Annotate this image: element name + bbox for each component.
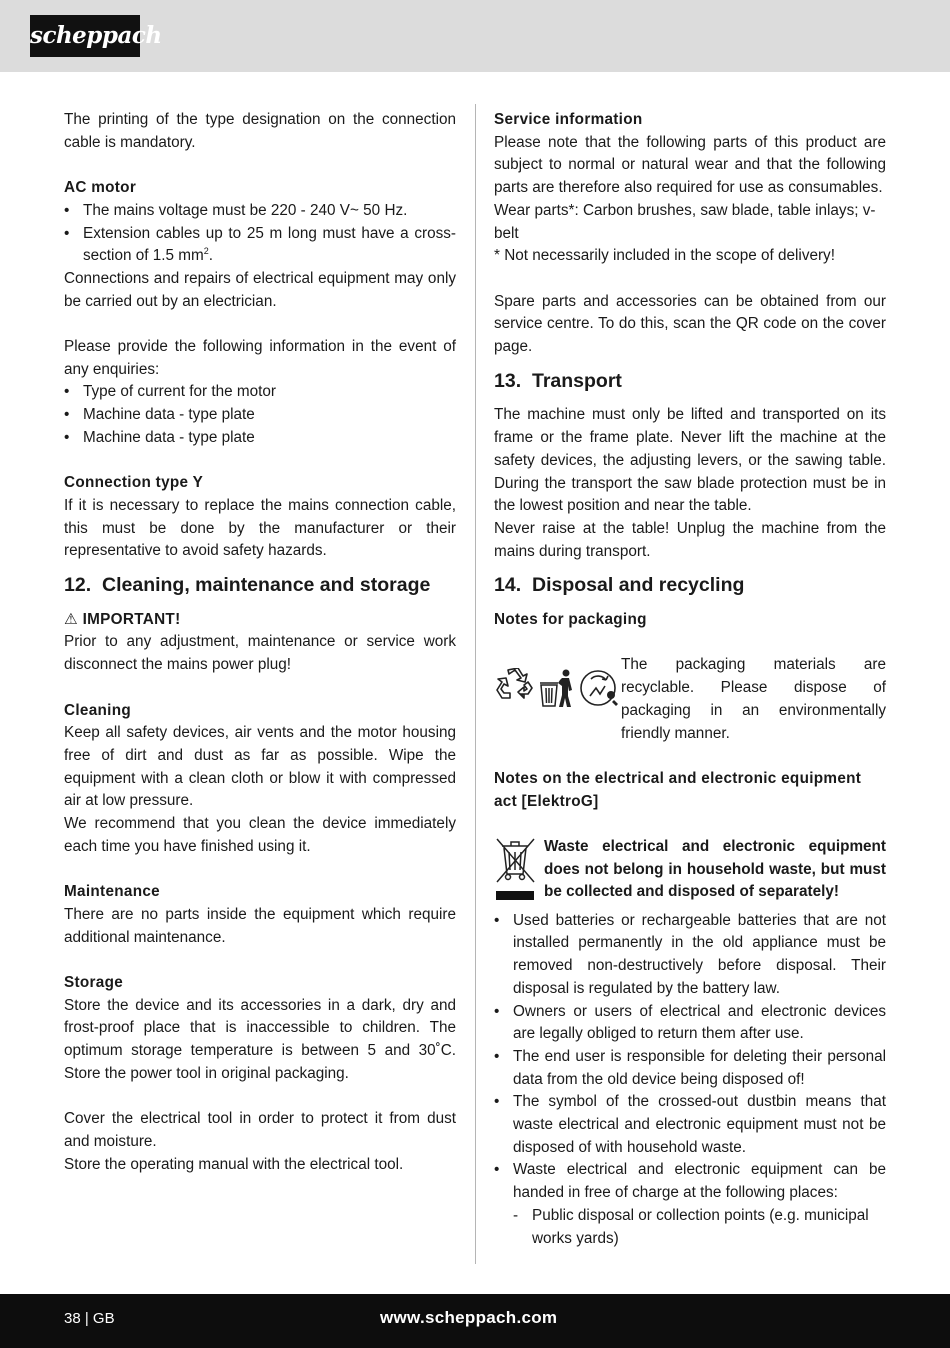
connection-type-heading: Connection type Y (64, 474, 204, 492)
enquiries-text: Please provide the following information in the event of any enquiries: (64, 338, 456, 378)
list-item: - Public disposal or collection points (e.g. municipal works yards) (513, 1205, 886, 1250)
important-text: Prior to any adjustment, maintenance or service work disconnect the mains power plug! (64, 633, 456, 674)
list-item: • The end user is responsible for deleting their personal data from the old device being disposed of! (494, 1046, 886, 1091)
list-item: • The mains voltage must be 220 - 240 V~ 50 Hz. (64, 200, 456, 223)
important-heading: ⚠ IMPORTANT! (64, 610, 181, 628)
list-item: • Owners or users of electrical and electronic devices are legally obliged to return them after use. (494, 1001, 886, 1046)
section-12-heading: 12. Cleaning, maintenance and storage (64, 574, 431, 597)
ac-motor-list (64, 200, 456, 268)
wear-parts-text: Wear parts*: Carbon brushes, saw blade, table inlays; v-belt (494, 201, 876, 242)
connection-type-text: If it is necessary to replace the mains connection cable, this must be done by the manufacturer or their representative to avoid safety hazards. (64, 496, 456, 560)
green-dot-icon (578, 668, 620, 708)
section-14-heading: 14. Disposal and recycling (494, 574, 745, 597)
cleaning-heading: Cleaning (64, 701, 131, 719)
maintenance-text: There are no parts inside the equipment which require additional maintenance. (64, 905, 456, 946)
footnote-text: * Not necessarily included in the scope of delivery! (494, 247, 835, 265)
cleaning-recommendation: We recommend that you clean the device immediately each time you have finished using it. (64, 815, 456, 855)
page-number: 38 | GB (64, 1310, 115, 1327)
ac-motor-text: Connections and repairs of electrical equipment may only be carried out by an electrician. (64, 269, 456, 310)
weee-heading: Notes on the electrical and electronic equipment act [ElektroG] (494, 769, 862, 810)
left-column (64, 109, 456, 1176)
website-link[interactable]: www.scheppach.com (380, 1308, 558, 1327)
transport-text: The machine must only be lifted and transported on its frame or the frame plate. Never lift the machine at the safety devices, the adjusting levers, or the sawing table. During the transport the saw blade protection must be in the lowest position and near the table. (494, 406, 886, 515)
list-item: • Used batteries or rechargeable batteries that are not installed permanently in the old appliance must be removed non-destructively before disposal. Their disposal is regulated by the battery law. (494, 910, 886, 1001)
list-item: • Waste electrical and electronic equipment can be handed in free of charge at the following places: - Public disposal or collection points (e.g. municipal works yards) (494, 1159, 886, 1250)
scheppach-logo: scheppach (30, 15, 140, 57)
section-13-heading: 13. Transport (494, 369, 622, 392)
footer-bar (0, 1294, 950, 1348)
tidyman-icon (538, 668, 576, 708)
collection-points-list (513, 1205, 886, 1250)
storage-text: Store the device and its accessories in a dark, dry and frost-proof place that is inaccessible to children. The optimum storage temperature is between 5 and 30˚C. Store the power tool in original packaging. (64, 996, 456, 1082)
cleaning-text: Keep all safety devices, air vents and the motor housing free of dirt and dust as far as possible. Wipe the equipment with a clean cloth or blow it with compressed air at low pressure. (64, 724, 456, 810)
storage-heading: Storage (64, 973, 124, 991)
warning-triangle-icon: ⚠ (64, 610, 79, 628)
enquiries-list (64, 381, 456, 449)
list-item: • Machine data - type plate (64, 427, 456, 450)
column-divider (475, 104, 476, 1264)
storage-manual-text: Store the operating manual with the electrical tool. (64, 1155, 404, 1173)
transport-warning-text: Never raise at the table! Unplug the machine from the mains during transport. (494, 519, 886, 560)
packaging-row (494, 654, 886, 745)
spare-parts-text: Spare parts and accessories can be obtained from our service centre. To do this, scan the QR code on the cover page. (494, 292, 886, 356)
header-bar (0, 0, 950, 72)
recycle-icon (494, 668, 536, 708)
right-column (494, 109, 886, 1250)
weee-bold-text: Waste electrical and electronic equipment does not belong in household waste, but must be collected and disposed of separately! (544, 838, 886, 901)
list-item: • Machine data - type plate (64, 404, 456, 427)
intro-text: The printing of the type designation on the connection cable is mandatory. (64, 111, 456, 151)
maintenance-heading: Maintenance (64, 883, 160, 901)
packaging-text: The packaging materials are recyclable. Please dispose of packaging in an environmentally friendly manner. (621, 656, 886, 742)
crossed-out-bin-icon (494, 836, 544, 910)
weee-list (494, 910, 886, 1251)
weee-row (494, 836, 886, 910)
service-text: Please note that the following parts of this product are subject to normal or natural wear and that the following parts are therefore also required for use as consumables. (494, 133, 886, 197)
list-item: • Extension cables up to 25 m long must have a cross-section of 1.5 $mm^2$. (64, 223, 456, 268)
list-item: • The symbol of the crossed-out dustbin means that waste electrical and electronic equipment must not be disposed of with household waste. (494, 1091, 886, 1159)
packaging-icons (494, 654, 621, 722)
list-item: • Type of current for the motor (64, 381, 456, 404)
service-heading: Service information (494, 111, 643, 128)
ac-motor-heading: AC motor (64, 179, 137, 197)
storage-cover-text: Cover the electrical tool in order to protect it from dust and moisture. (64, 1110, 456, 1150)
packaging-heading: Notes for packaging (494, 611, 647, 629)
